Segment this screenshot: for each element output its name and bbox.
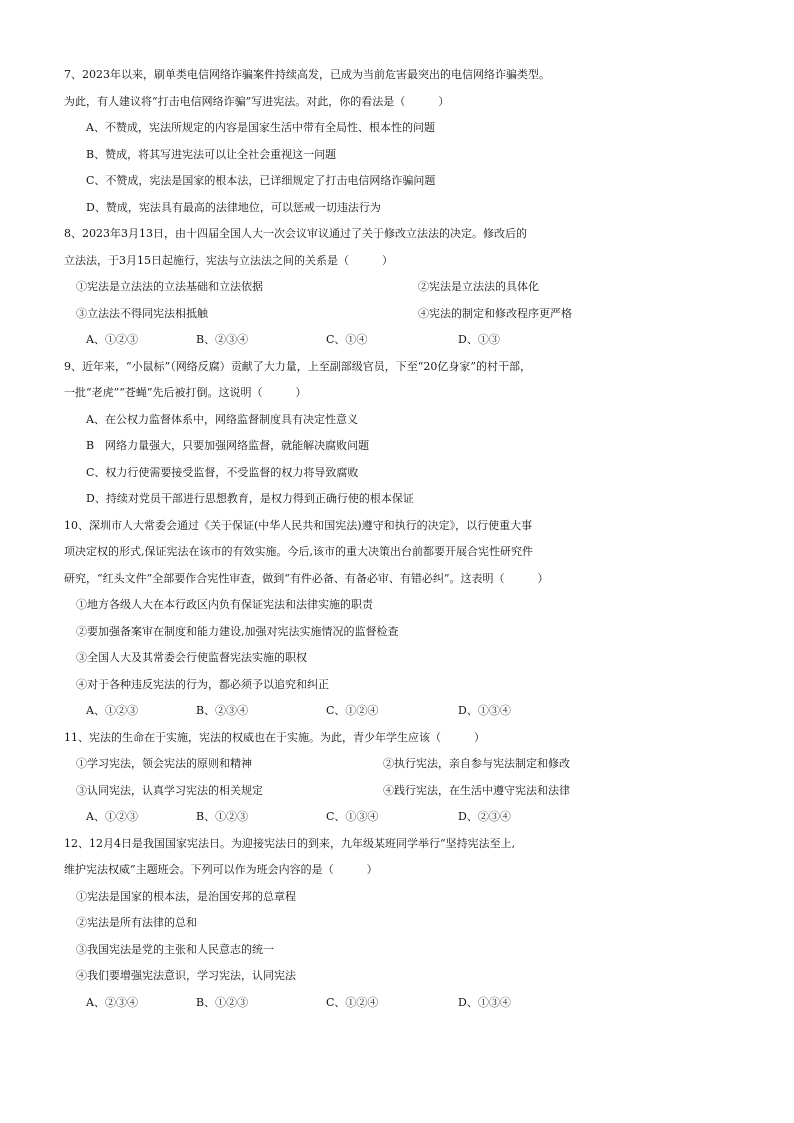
choice-c: C、①④	[326, 333, 368, 346]
question-stem: 9、近年来，“小鼠标”（网络反腐）贡献了大力量，上至副部级官员，下至“20亿身家”的村干部，	[64, 359, 531, 373]
choice-a: A、①②③	[86, 333, 138, 346]
choice-row	[0, 698, 794, 725]
item-2: ②执行宪法，亲自参与宪法制定和修改	[383, 757, 570, 770]
choice-c: C、①③④	[326, 810, 379, 823]
option-b: B、赞成，将其写进宪法可以让全社会重视这一问题	[86, 147, 337, 161]
choice-b: B、①②③	[196, 995, 249, 1009]
question-stem: 一批“老虎”“苍蝇”先后被打倒。这说明（ ）	[64, 386, 307, 399]
item-row	[0, 301, 794, 328]
option-c: C、不赞成，宪法是国家的根本法，已详细规定了打击电信网络诈骗问题	[86, 174, 436, 187]
item-1: ①学习宪法，领会宪法的原则和精神	[76, 757, 252, 770]
option-c: C、权力行使需要接受监督，不受监督的权力将导致腐败	[86, 465, 359, 479]
question-10	[0, 513, 794, 725]
item-1: ①地方各级人大在本行政区内负有保证宪法和法律实施的职责	[76, 598, 373, 611]
choice-row	[0, 327, 794, 354]
choice-a: A、①②③	[86, 704, 138, 717]
item-2: ②宪法是所有法律的总和	[76, 916, 197, 929]
item-4: ④对于各种违反宪法的行为，都必须予以追究和纠正	[76, 677, 329, 691]
choice-b: B、①②③	[196, 810, 249, 823]
choice-b: B、②③④	[196, 333, 249, 346]
item-3: ③我国宪法是党的主张和人民意志的统一	[76, 942, 274, 956]
question-stem: 研究，“红头文件”全部要作合宪性审查，做到“有件必备、有备必审、有错必纠”。这表明（ ）	[64, 571, 549, 585]
question-12	[0, 831, 794, 1017]
question-stem: 11、宪法的生命在于实施，宪法的权威也在于实施。为此，青少年学生应该（ ）	[64, 730, 485, 744]
question-stem: 8、2023年3月13日，由十四届全国人大一次会议审议通过了关于修改立法法的决定。修改后的	[64, 227, 527, 240]
question-stem: 12、12月4日是我国国家宪法日。为迎接宪法日的到来，九年级某班同学举行“坚持宪法至上,	[64, 836, 516, 850]
option-d: D、赞成，宪法具有最高的法律地位，可以惩戒一切违法行为	[86, 200, 381, 214]
question-stem: 维护宪法权威”主题班会。下列可以作为班会内容的是（ ）	[64, 863, 378, 876]
choice-a: A、①②③	[86, 810, 138, 823]
choice-b: B、②③④	[196, 704, 249, 717]
choice-d: D、①③	[458, 333, 500, 346]
option-d: D、持续对党员干部进行思想教育，是权力得到正确行使的根本保证	[86, 492, 414, 505]
item-3: ③全国人大及其常委会行使监督宪法实施的职权	[76, 651, 307, 664]
item-4: ④宪法的制定和修改程序更严格	[418, 306, 572, 320]
item-3: ③认同宪法，认真学习宪法的相关规定	[76, 783, 263, 797]
question-stem: 为此，有人建议将“打击电信网络诈骗”写进宪法。对此，你的看法是（ ）	[64, 94, 450, 108]
choice-d: D、①③④	[458, 704, 511, 717]
choice-d: D、②③④	[458, 810, 511, 823]
exam-page	[0, 62, 794, 1016]
item-4: ④我们要增强宪法意识，学习宪法，认同宪法	[76, 969, 296, 982]
question-stem: 10、深圳市人大常委会通过《关于保证(中华人民共和国宪法)遵守和执行的决定》，以行使重大事	[64, 518, 533, 532]
choice-a: A、②③④	[86, 995, 138, 1009]
item-row	[0, 274, 794, 301]
question-8	[0, 221, 794, 354]
choice-row	[0, 990, 794, 1017]
question-stem: 7、2023年以来，刷单类电信网络诈骗案件持续高发，已成为当前危害最突出的电信网络诈骗类型。	[64, 68, 550, 81]
choice-c: C、①②④	[326, 704, 379, 717]
question-stem: 立法法，于3月15日起施行，宪法与立法法之间的关系是（ ）	[64, 253, 393, 267]
item-3: ③立法法不得同宪法相抵触	[76, 306, 208, 320]
option-a: A、在公权力监督体系中，网络监督制度具有决定性意义	[86, 412, 358, 426]
item-1: ①宪法是国家的根本法，是治国安邦的总章程	[76, 889, 296, 903]
item-2: ②宪法是立法法的具体化	[418, 280, 539, 293]
choice-row	[0, 804, 794, 831]
item-row	[0, 751, 794, 778]
option-a: A、不赞成，宪法所规定的内容是国家生活中带有全局性、根本性的问题	[86, 121, 435, 134]
item-row	[0, 778, 794, 805]
item-1: ①宪法是立法法的立法基础和立法依据	[76, 280, 263, 293]
choice-c: C、①②④	[326, 995, 379, 1009]
question-9	[0, 354, 794, 513]
item-2: ②要加强备案审在制度和能力建设,加强对宪法实施情况的监督检查	[76, 624, 399, 638]
question-stem: 项决定权的形式,保证宪法在该市的有效实施。今后,该市的重大决策出台前都要开展合宪性研究件	[64, 545, 533, 558]
question-11	[0, 725, 794, 831]
option-b: B 网络力量强大，只要加强网络监督，就能解决腐败问题	[86, 439, 370, 452]
item-4: ④践行宪法，在生活中遵守宪法和法律	[383, 783, 570, 797]
question-7	[0, 62, 794, 221]
choice-d: D、①③④	[458, 995, 511, 1009]
